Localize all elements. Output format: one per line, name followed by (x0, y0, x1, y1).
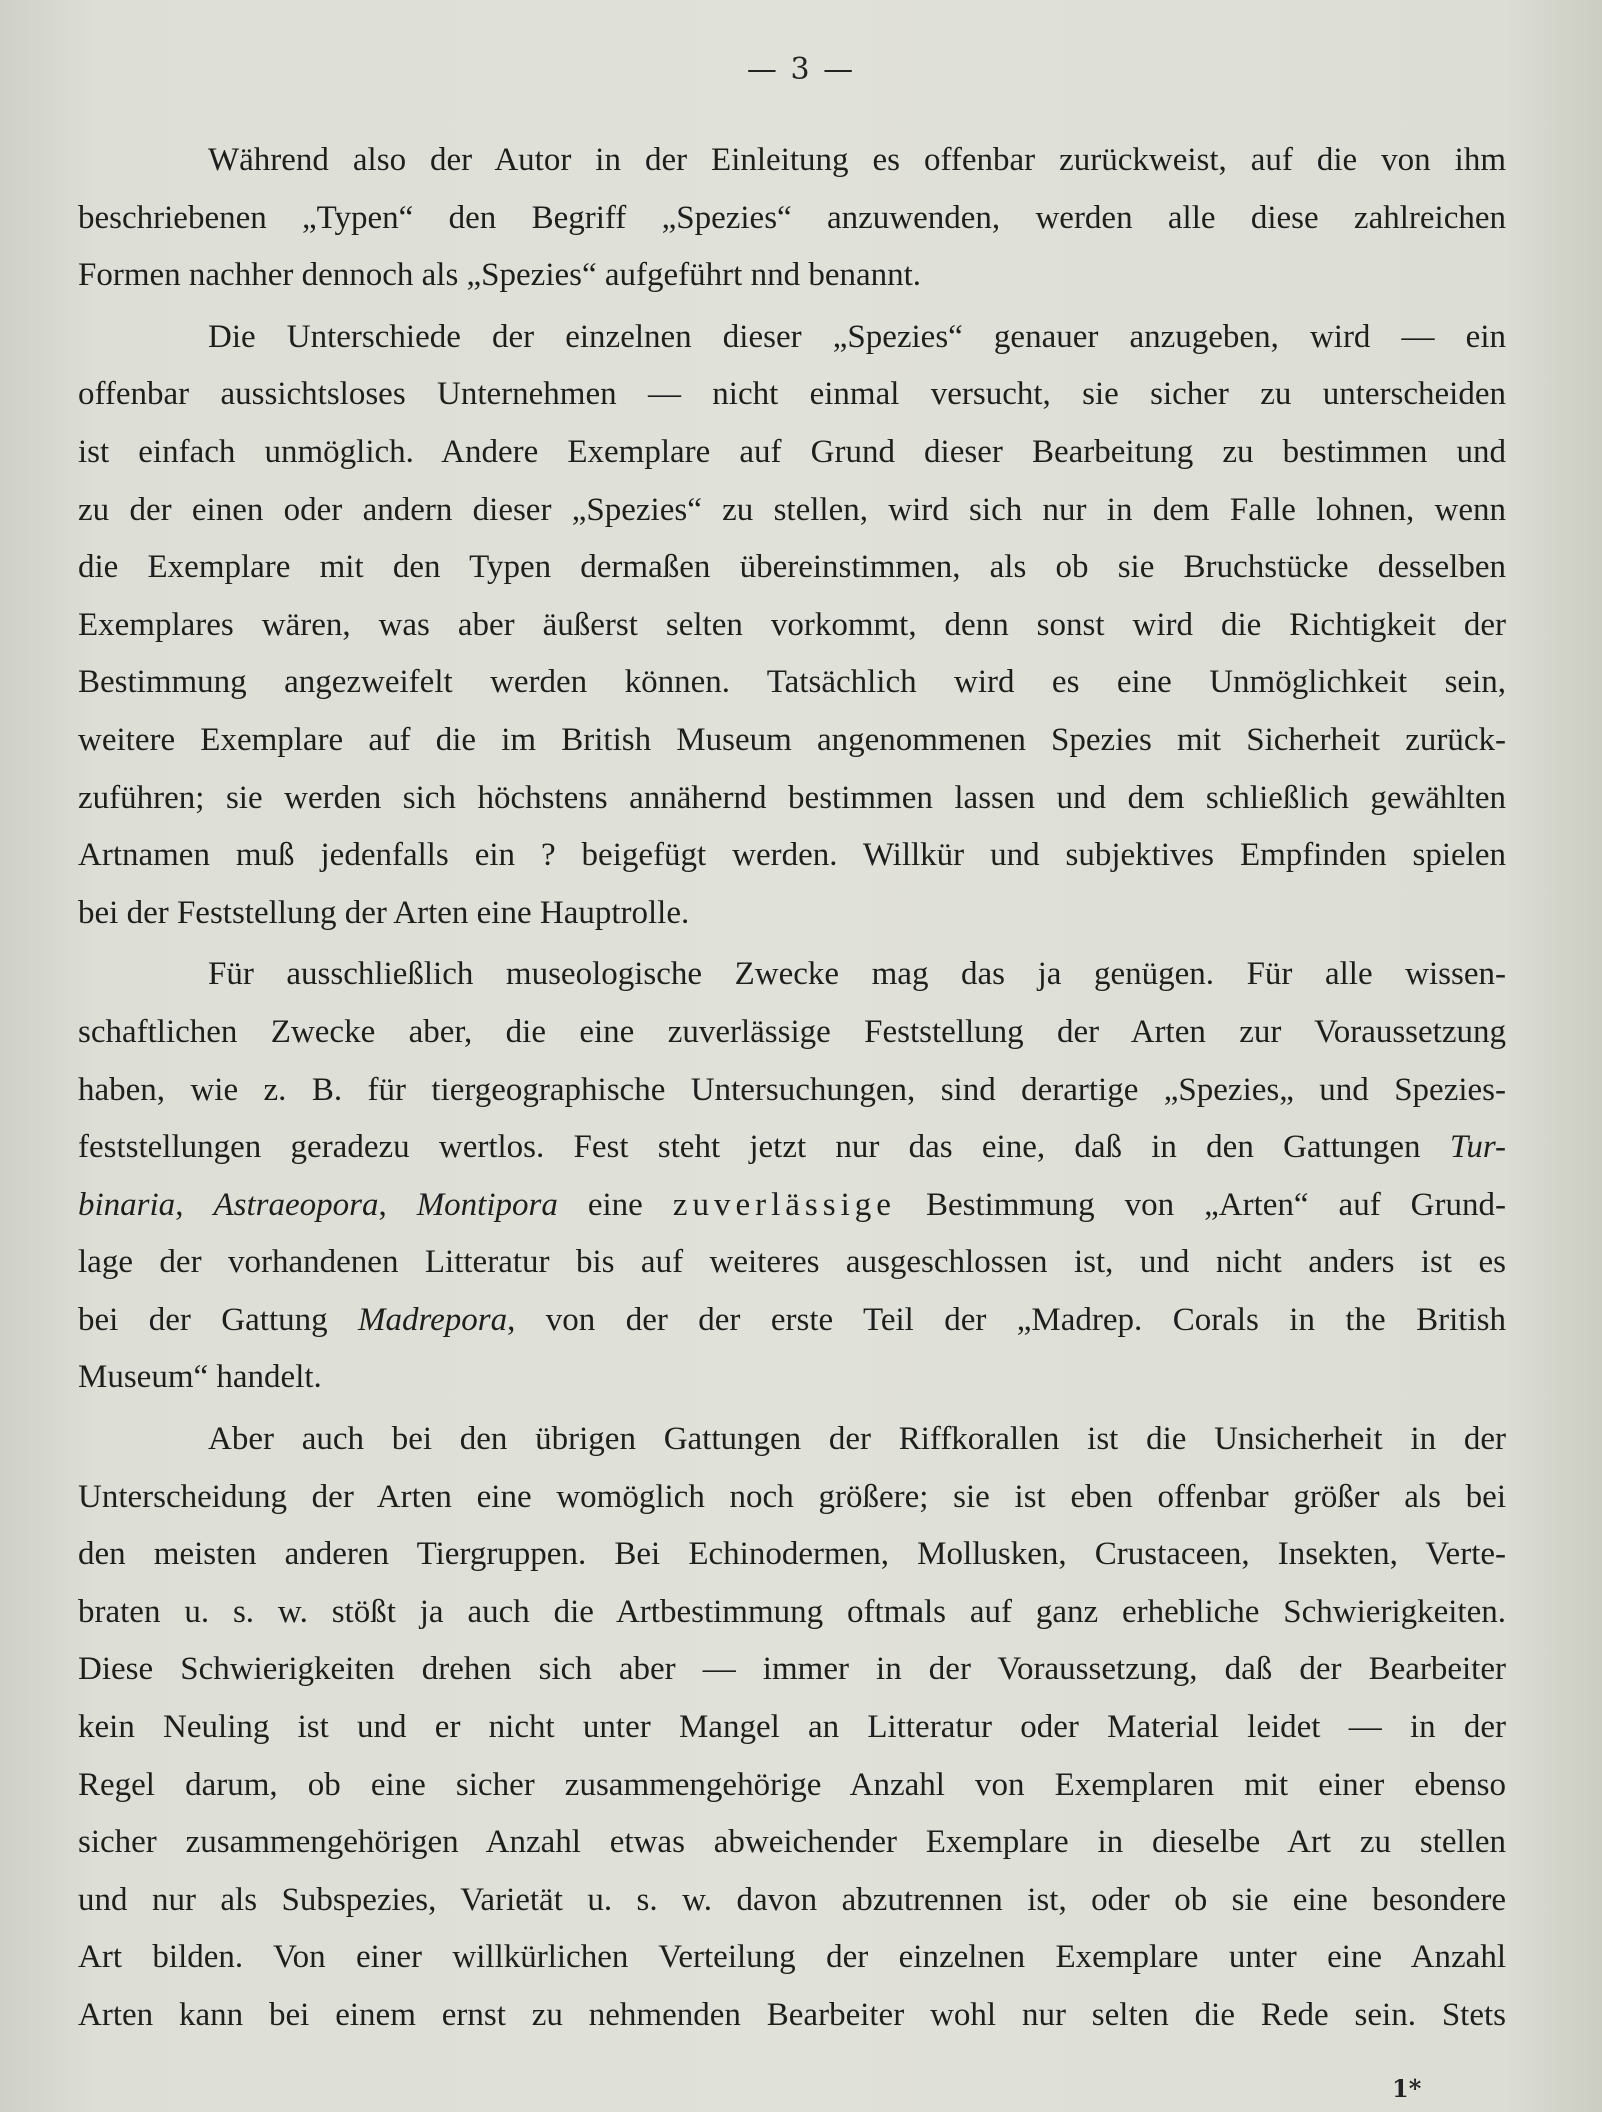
text-line: Formen nachher dennoch als „Spezies“ aufgeführt nnd benannt. (78, 257, 922, 294)
text-line: Unterscheidung der Arten eine womöglich noch größere; sie ist eben offenbar größer als bei (78, 1478, 1506, 1515)
text-line: Exemplares wären, was aber äußerst selten vorkommt, denn sonst wird die Richtigkeit der (78, 606, 1506, 643)
text-line: Regel darum, ob eine sicher zusammengehörige Anzahl von Exemplaren mit einer ebenso (78, 1766, 1506, 1803)
text-run: Bestimmung von „Arten“ auf Grund- (925, 1186, 1506, 1223)
text-line (78, 1177, 1506, 1235)
paragraph-2 (78, 309, 1506, 943)
text-run: feststellungen geradezu wertlos. Fest steht jetzt nur das eine, daß in den Gattungen (78, 1129, 1421, 1166)
genus-name: binaria (78, 1186, 176, 1223)
text-line: weitere Exemplare auf die im British Museum angenommenen Spezies mit Sicherheit zurück- (78, 721, 1506, 758)
text-line: Aber auch bei den übrigen Gattungen der Riffkorallen ist die Unsicherheit in der (208, 1421, 1506, 1458)
text-line: ist einfach unmöglich. Andere Exemplare auf Grund dieser Bearbeitung zu bestimmen und (78, 433, 1506, 470)
text-line: Bestimmung angezweifelt werden können. Tatsächlich wird es eine Unmöglichkeit sein, (78, 664, 1506, 701)
text-line: Für ausschließlich museologische Zwecke mag das ja genügen. Für alle wissen- (208, 956, 1506, 993)
body-text (78, 132, 1506, 2045)
genus-name: Tur- (1449, 1129, 1507, 1166)
text-line: Arten kann bei einem ernst zu nehmenden Bearbeiter wohl nur selten die Rede sein. Stets (78, 1997, 1506, 2033)
text-run: , (378, 1186, 387, 1223)
text-line: und nur als Subspezies, Varietät u. s. w. davon abzutrennen ist, oder ob sie eine besondere (78, 1881, 1506, 1918)
text-run: bei der Gattung (78, 1301, 328, 1338)
text-line: Während also der Autor in der Einleitung es offenbar zurückweist, auf die von ihm (208, 142, 1506, 178)
text-line: haben, wie z. B. für tiergeographische Untersuchungen, sind derartige „Spezies„ und Spezies- (78, 1071, 1506, 1108)
emphasized-word: zuverlässige (672, 1186, 896, 1223)
text-line: braten u. s. w. stößt ja auch die Artbestimmung oftmals auf ganz erhebliche Schwierigkeiten. (78, 1593, 1506, 1630)
paragraph-3 (78, 946, 1506, 1407)
text-line: offenbar aussichtsloses Unternehmen — nicht einmal versucht, sie sicher zu unterscheiden (78, 376, 1506, 413)
text-line: kein Neuling ist und er nicht unter Mangel an Litteratur oder Material leidet — in der (78, 1709, 1506, 1746)
text-line: Die Unterschiede der einzelnen dieser „Spezies“ genauer anzugeben, wird — ein (208, 318, 1506, 355)
paragraph-1 (78, 132, 1506, 305)
text-line: bei der Feststellung der Arten eine Hauptrolle. (78, 894, 690, 931)
text-run: eine (587, 1186, 643, 1223)
text-line (78, 1119, 1506, 1177)
text-line: lage der vorhandenen Litteratur bis auf weiteres ausgeschlossen ist, und nicht anders ist es (78, 1244, 1506, 1281)
paragraph-4 (78, 1411, 1506, 2045)
text-line: sicher zusammengehörigen Anzahl etwas abweichender Exemplare in dieselbe Art zu stellen (78, 1824, 1506, 1861)
text-line: zu der einen oder andern dieser „Spezies“ zu stellen, wird sich nur in dem Falle lohnen, wenn (78, 491, 1506, 528)
text-line: die Exemplare mit den Typen dermaßen übereinstimmen, als ob sie Bruchstücke desselben (78, 549, 1506, 586)
text-line: den meisten anderen Tiergruppen. Bei Echinodermen, Mollusken, Crustaceen, Insekten, Verte- (78, 1536, 1506, 1573)
text-line: schaftlichen Zwecke aber, die eine zuverlässige Feststellung der Arten zur Voraussetzung (78, 1013, 1506, 1050)
text-line: beschriebenen „Typen“ den Begriff „Spezies“ anzuwenden, werden alle diese zahlreichen (78, 199, 1506, 236)
text-run: , von der der erste Teil der „Madrep. Corals in the British (507, 1301, 1506, 1338)
text-line: Museum“ handelt. (78, 1359, 322, 1396)
text-line: Diese Schwierigkeiten drehen sich aber — immer in der Voraussetzung, daß der Bearbeiter (78, 1651, 1506, 1688)
signature-mark: 1* (1392, 2074, 1422, 2103)
text-line: zuführen; sie werden sich höchstens annähernd bestimmen lassen und dem schließlich gewählten (78, 779, 1506, 816)
genus-name: Astraeopora (213, 1186, 379, 1223)
text-line: Art bilden. Von einer willkürlichen Verteilung der einzelnen Exemplare unter eine Anzahl (78, 1939, 1506, 1976)
text-line (78, 1292, 1506, 1350)
text-run: , (175, 1186, 184, 1223)
text-line: Artnamen muß jedenfalls ein ? beigefügt werden. Willkür und subjektives Empfinden spielen (78, 837, 1506, 874)
page-number: — 3 — (746, 52, 856, 87)
genus-name: Madrepora (358, 1301, 508, 1338)
genus-name: Montipora (416, 1186, 558, 1223)
